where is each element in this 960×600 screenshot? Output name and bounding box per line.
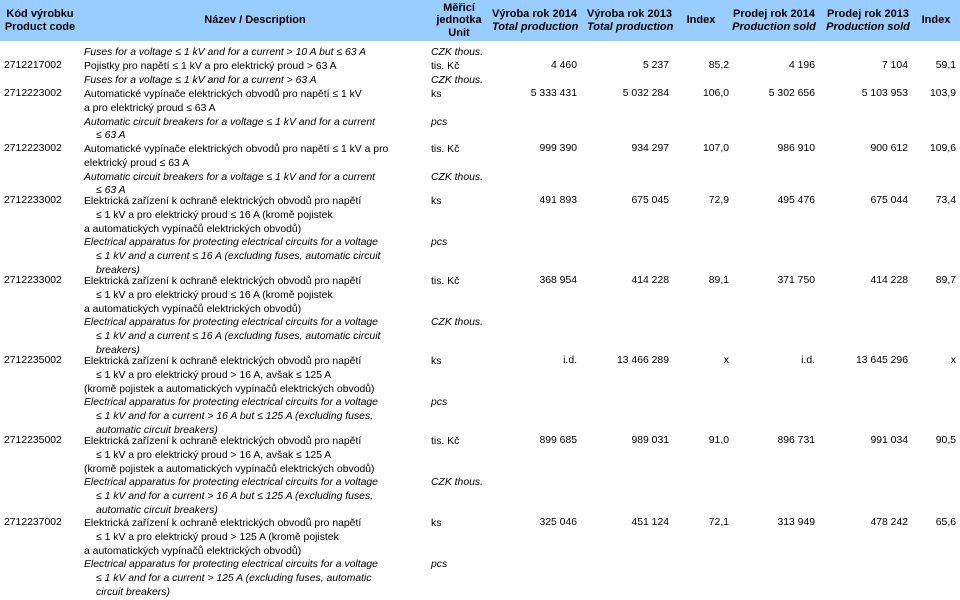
row-unit-spacer [431, 303, 483, 317]
header-unit-cz2: jednotka [436, 14, 482, 27]
row-description-cz-line: Automatické vypínače elektrických obvodů pro napětí ≤ 1 kV a pro [84, 144, 389, 155]
row-description-cz-line: a pro elektrický proud ≤ 63 A [84, 102, 216, 114]
cell-sold-2013: 991 034 [870, 435, 908, 446]
row-unit [431, 60, 483, 88]
row-description-en-line: breakers) [96, 264, 140, 276]
header-code-cz: Kód výrobku [6, 8, 74, 20]
cell-index-2: 109,6 [929, 143, 956, 154]
cell-index-2: 73,4 [935, 195, 956, 206]
row-unit-cz: ks [431, 356, 442, 367]
cell-index-2: 65,6 [935, 517, 956, 528]
cell-sold-2014: 5 302 656 [768, 88, 815, 99]
cell-sold-2014: 371 750 [777, 275, 815, 286]
cell-production-2014: 899 685 [539, 435, 577, 446]
row-description-en-line: ≤ 1 kV and a current ≤ 16 A (excluding fuses, automatic circuit [96, 251, 381, 263]
row-description [84, 517, 426, 600]
row-unit-spacer [431, 289, 483, 303]
header-index-1 [680, 0, 722, 41]
row-unit-spacer [431, 369, 447, 383]
header-name [80, 0, 430, 41]
row-unit-en: CZK thous. [431, 477, 483, 489]
cell-production-2014: i.d. [563, 355, 577, 366]
row-unit-en: pcs [431, 397, 448, 409]
row-description-en-line: breakers) [96, 344, 140, 356]
row-unit-cz: tis. Kč [431, 61, 460, 72]
cell-production-2013: 934 297 [631, 143, 669, 154]
row-description [84, 88, 426, 143]
row-description-cz-line: Elektrická zařízení k ochraně elektrických obvodů pro napětí [84, 356, 362, 367]
row-description-en-line: automatic circuit breakers) [96, 504, 218, 516]
row-code: 2712223002 [4, 88, 62, 99]
header-sold-2013-en: Production sold [826, 20, 910, 33]
row-description-cz-line: Elektrická zařízení k ochraně elektrických obvodů pro napětí [84, 436, 362, 447]
row-code: 2712233002 [4, 195, 62, 206]
row-code: 2712217002 [4, 60, 62, 71]
cell-index-1: 72,9 [708, 195, 729, 206]
row-description-cz-line: Elektrická zařízení k ochraně elektrických obvodů pro napětí [84, 276, 362, 287]
row-description-en-line: Electrical apparatus for protecting electrical circuits for a voltage [84, 237, 378, 249]
cell-sold-2014: 495 476 [777, 195, 815, 206]
header-sold-2013-cz: Prodej rok 2013 [827, 8, 909, 20]
row-unit-en: pcs [431, 237, 448, 249]
row-description-cz-line: Automatické vypínače elektrických obvodů pro napětí ≤ 1 kV [84, 89, 362, 100]
header-production-2013-cz: Výroba rok 2013 [587, 8, 672, 20]
row-description-en-line: circuit breakers) [96, 586, 170, 598]
row-description-cz-line: ≤ 1 kV a pro elektrický proud ≤ 16 A (kromě pojistek [96, 209, 333, 221]
row-code: 2712237002 [4, 517, 62, 528]
row-unit [431, 275, 483, 330]
cell-sold-2013: 478 242 [870, 517, 908, 528]
row-unit-cz: tis. Kč [431, 276, 460, 287]
cell-sold-2014: 986 910 [777, 143, 815, 154]
row-unit-spacer [431, 209, 447, 223]
cell-production-2014: 999 390 [539, 143, 577, 154]
header-production-2014-cz: Výroba rok 2014 [492, 8, 577, 20]
cell-sold-2014: 896 731 [777, 435, 815, 446]
header-sold-2014-en: Production sold [732, 20, 816, 33]
row-unit-spacer [431, 383, 447, 397]
cell-index-2: 103,9 [929, 88, 956, 99]
header-unit [430, 0, 488, 41]
row-unit-cz: tis. Kč [431, 144, 460, 155]
cell-production-2014: 5 333 431 [530, 88, 577, 99]
row-unit-cz: ks [431, 518, 442, 529]
row-unit-spacer [431, 102, 447, 116]
row-unit-spacer [431, 449, 483, 463]
row-unit [431, 88, 447, 129]
cell-index-1: 106,0 [702, 88, 729, 99]
cell-production-2013: 13 466 289 [616, 355, 669, 366]
row-description [84, 355, 426, 438]
cell-index-1: 72,1 [708, 517, 729, 528]
row-description-en-line: Fuses for a voltage ≤ 1 kV and for a current > 63 A [84, 74, 317, 86]
header-unit-cz1: Měřicí [443, 1, 475, 14]
cell-production-2013: 414 228 [631, 275, 669, 286]
cell-production-2013: 451 124 [631, 517, 669, 528]
header-index-2-label: Index [921, 14, 951, 27]
cell-production-2013: 5 237 [642, 60, 669, 71]
row-unit-spacer [431, 157, 483, 171]
row-unit-en: CZK thous. [431, 171, 483, 183]
row-description-en-line: ≤ 63 A [96, 130, 126, 142]
row-unit-spacer [431, 531, 447, 545]
row-description [84, 143, 426, 198]
row-unit-en: pcs [431, 559, 448, 571]
row-description-en-line: Electrical apparatus for protecting electrical circuits for a voltage [84, 559, 378, 571]
row-unit-spacer [431, 545, 447, 559]
row-description-cz-line: ≤ 1 kV a pro elektrický proud ≤ 16 A (kromě pojistek [96, 289, 333, 301]
cell-sold-2013: 675 044 [870, 195, 908, 206]
cell-production-2014: 491 893 [539, 195, 577, 206]
cell-sold-2013: 414 228 [870, 275, 908, 286]
row-description [84, 275, 426, 358]
row-unit-en: pcs [431, 116, 448, 128]
row-unit-cz: ks [431, 196, 442, 207]
cell-index-1: x [723, 355, 729, 366]
row-description [84, 60, 426, 88]
cell-sold-2014: 4 196 [788, 60, 815, 71]
row-code: 2712235002 [4, 355, 62, 366]
row-code: 2712235002 [4, 435, 62, 446]
row-description-cz-line: a automatických vypínačů elektrických obvodů) [84, 545, 302, 557]
row-code: 2712233002 [4, 275, 62, 286]
cell-index-2: 90,5 [935, 435, 956, 446]
row-description-cz-line: Elektrická zařízení k ochraně elektrických obvodů pro napětí [84, 518, 362, 529]
header-production-2014 [492, 0, 584, 41]
row-unit-spacer [431, 223, 447, 237]
row-unit-spacer [431, 463, 483, 477]
row-description-cz-line: (kromě pojistek a automatických vypínačů elektrických obvodů) [84, 383, 375, 395]
header-index-1-label: Index [686, 14, 716, 27]
cell-index-1: 91,0 [708, 435, 729, 446]
header-sold-2013 [818, 0, 918, 41]
cell-production-2013: 5 032 284 [622, 88, 669, 99]
cell-index-2: 89,7 [935, 275, 956, 286]
header-code-en: Product code [4, 20, 76, 33]
row-description [84, 195, 426, 278]
row-description-en-line: Automatic circuit breakers for a voltage ≤ 1 kV and for a current [84, 116, 375, 128]
row-description-cz-line: a automatických vypínačů elektrických obvodů) [84, 223, 302, 235]
row-unit-en: CZK thous. [431, 317, 483, 329]
cell-production-2014: 4 460 [550, 60, 577, 71]
header-name-label: Název / Description [204, 14, 306, 27]
cell-production-2013: 675 045 [631, 195, 669, 206]
row-unit-en: CZK thous. [431, 74, 483, 86]
row-description-en-line: ≤ 1 kV and for a current > 16 A but ≤ 125 A (excluding fuses, [96, 491, 373, 503]
row-unit-en: CZK thous. [431, 47, 483, 58]
cell-index-1: 107,0 [702, 143, 729, 154]
cell-production-2014: 368 954 [539, 275, 577, 286]
row-description-en-line: ≤ 63 A [96, 185, 126, 197]
cell-sold-2013: 900 612 [870, 143, 908, 154]
header-production-2013-en: Total production [587, 20, 674, 33]
row-description-cz-line: Pojistky pro napětí ≤ 1 kV a pro elektrický proud > 63 A [84, 61, 337, 72]
row-unit-cz: tis. Kč [431, 436, 460, 447]
row-description-cz-line: ≤ 1 kV a pro elektrický proud > 125 A (kromě pojistek [96, 531, 339, 543]
header-unit-en: Unit [448, 26, 470, 39]
row-unit [431, 143, 483, 184]
cell-index-2: x [950, 355, 956, 366]
row-description-en-line: ≤ 1 kV and for a current > 125 A (excluding fuses, automatic [96, 573, 372, 585]
cell-production-2014: 325 046 [539, 517, 577, 528]
row-description [84, 46, 426, 60]
row-unit [431, 195, 447, 250]
cell-sold-2014: i.d. [801, 355, 815, 366]
header-index-2 [916, 0, 956, 41]
header-sold-2014 [724, 0, 824, 41]
cell-index-2: 59,1 [935, 60, 956, 71]
row-description-en-line: Electrical apparatus for protecting electrical circuits for a voltage [84, 477, 378, 489]
row-description-en-line: ≤ 1 kV and a current ≤ 16 A (excluding fuses, automatic circuit [96, 331, 381, 343]
row-description-en-line: Electrical apparatus for protecting electrical circuits for a voltage [84, 317, 378, 329]
cell-index-1: 85,2 [708, 60, 729, 71]
row-description-en-line: automatic circuit breakers) [96, 424, 218, 436]
row-description-en-line: Fuses for a voltage ≤ 1 kV and for a current > 10 A but ≤ 63 A [84, 47, 367, 58]
row-description-cz-line: elektrický proud ≤ 63 A [84, 157, 190, 169]
cell-sold-2014: 313 949 [777, 517, 815, 528]
row-unit [431, 46, 483, 60]
row-unit [431, 435, 483, 490]
header-code [0, 0, 80, 41]
row-description-cz-line: (kromě pojistek a automatických vypínačů elektrických obvodů) [84, 463, 375, 475]
row-description-cz-line: a automatických vypínačů elektrických obvodů) [84, 303, 302, 315]
table-header [0, 0, 960, 41]
row-description-en-line: Automatic circuit breakers for a voltage ≤ 1 kV and for a current [84, 171, 375, 183]
row-description-en-line: ≤ 1 kV and for a current > 16 A but ≤ 125 A (excluding fuses, [96, 411, 373, 423]
row-unit [431, 517, 447, 572]
cell-index-1: 89,1 [708, 275, 729, 286]
header-production-2014-en: Total production [492, 20, 579, 33]
row-description-cz-line: ≤ 1 kV a pro elektrický proud > 16 A, avšak ≤ 125 A [96, 369, 332, 381]
cell-sold-2013: 7 104 [881, 60, 908, 71]
row-description-en-line: Electrical apparatus for protecting electrical circuits for a voltage [84, 397, 378, 409]
header-production-2013 [587, 0, 679, 41]
row-unit [431, 355, 447, 410]
row-description-cz-line: ≤ 1 kV a pro elektrický proud > 16 A, avšak ≤ 125 A [96, 449, 332, 461]
header-sold-2014-cz: Prodej rok 2014 [733, 8, 815, 20]
row-unit-cz: ks [431, 89, 442, 100]
row-description-cz-line: Elektrická zařízení k ochraně elektrických obvodů pro napětí [84, 196, 362, 207]
cell-sold-2013: 5 103 953 [861, 88, 908, 99]
row-code: 2712223002 [4, 143, 62, 154]
cell-sold-2013: 13 645 296 [855, 355, 908, 366]
cell-production-2013: 989 031 [631, 435, 669, 446]
row-description [84, 435, 426, 518]
